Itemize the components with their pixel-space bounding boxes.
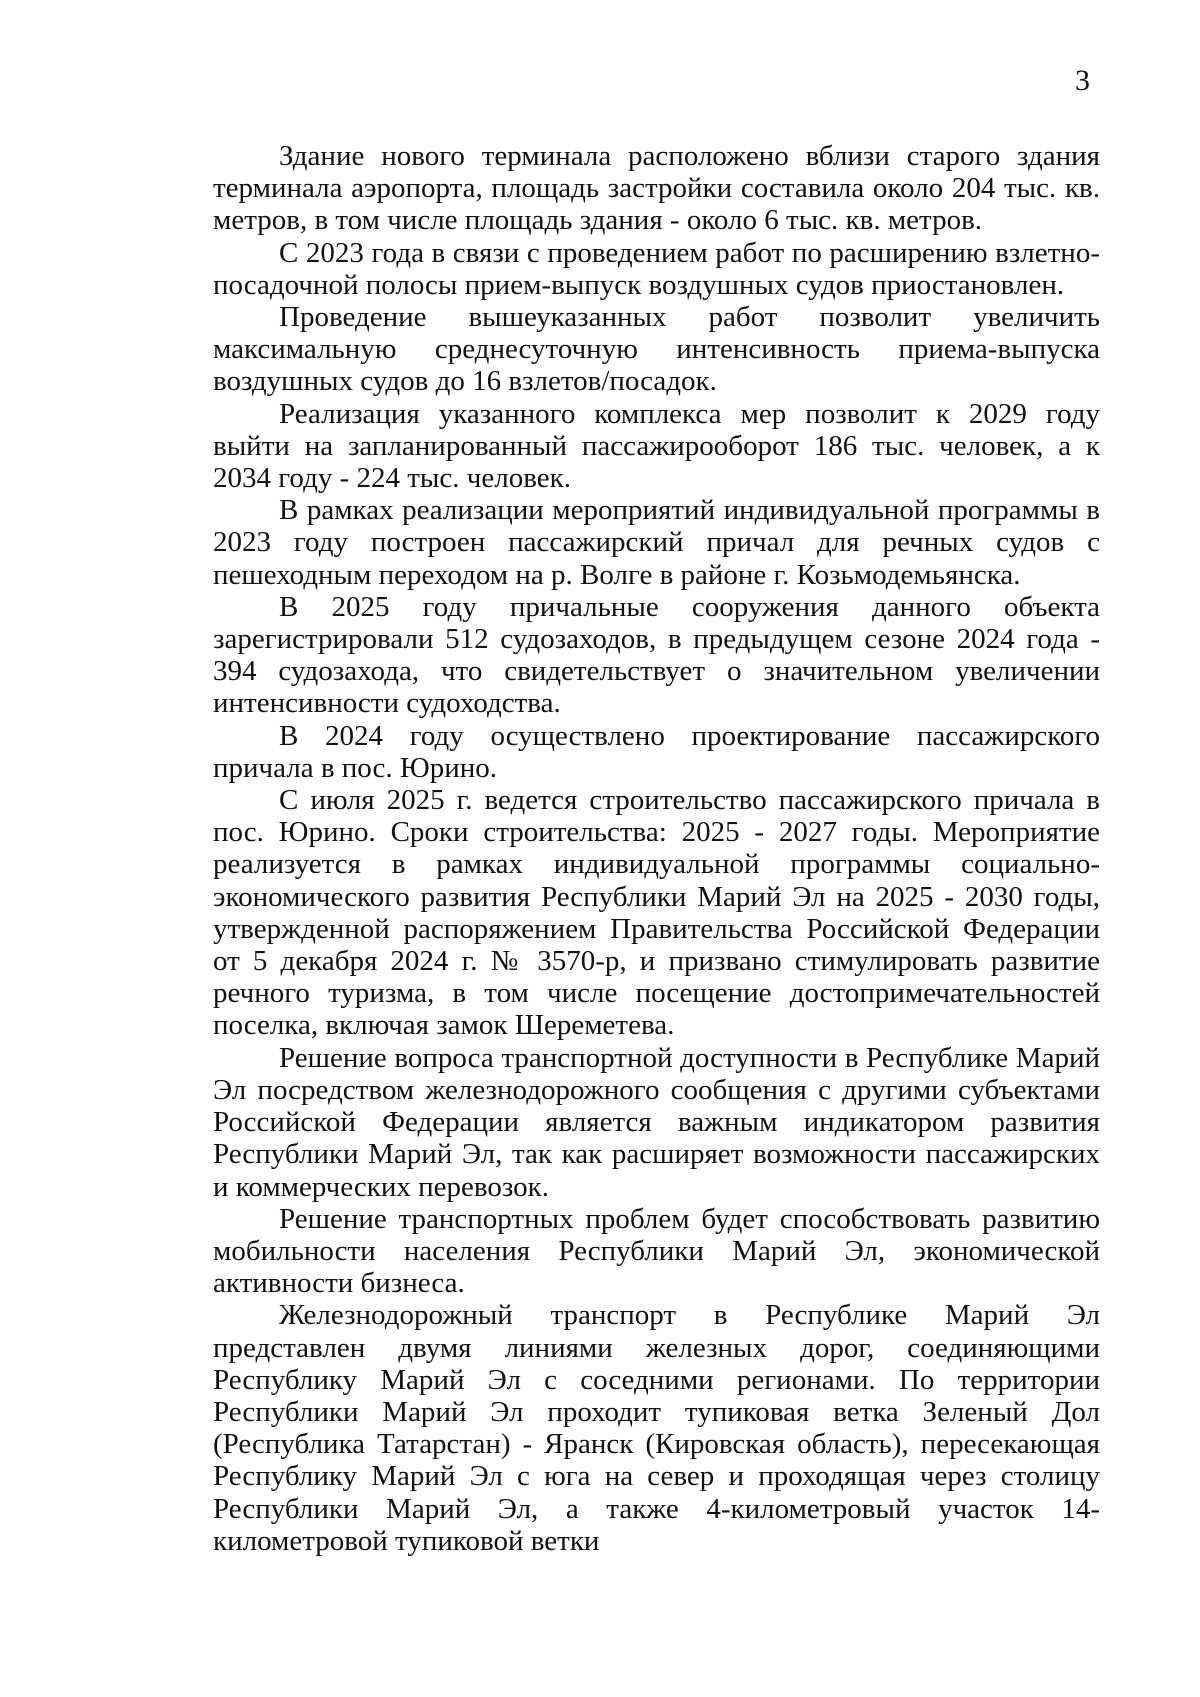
paragraph: Решение транспортных проблем будет способствовать развитию мобильности населения Республики Марий Эл, экономической активности бизнеса. [213, 1202, 1100, 1300]
document-body [213, 140, 1100, 1557]
paragraph: Здание нового терминала расположено вблизи старого здания терминала аэропорта, площадь застройки составила около 204 тыс. кв. метров, в том числе площадь здания - около 6 тыс. кв. метров. [213, 140, 1100, 237]
paragraph: Реализация указанного комплекса мер позволит к 2029 году выйти на запланированный пассажирооборот 186 тыс. человек, а к 2034 году - 224 тыс. человек. [213, 397, 1100, 495]
paragraph: В рамках реализации мероприятий индивидуальной программы в 2023 году построен пассажирский причал для речных судов с пешеходным переходом на р. Волге в районе г. Козьмодемьянска. [213, 494, 1100, 591]
paragraph: С 2023 года в связи с проведением работ по расширению взлетно-посадочной полосы прием-выпуск воздушных судов приостановлен. [213, 236, 1100, 301]
paragraph: Железнодорожный транспорт в Республике Марий Эл представлен двумя линиями железных дорог, соединяющими Республику Марий Эл с соседними регионами. По территории Республики Марий Эл проходит тупиковая ветка Зеленый Дол (Республика Татарстан) - Яранск (Кировская область), пересекающая Республику Марий Эл с юга на север и проходящая через столицу Республики Марий Эл, а также 4-километровый участок 14-километровой тупиковой ветки [213, 1299, 1100, 1557]
paragraph: Решение вопроса транспортной доступности в Республике Марий Эл посредством железнодорожного сообщения с другими субъектами Российской Федерации является важным индикатором развития Республики Марий Эл, так как расширяет возможности пассажирских и коммерческих перевозок. [213, 1041, 1100, 1203]
paragraph: Проведение вышеуказанных работ позволит увеличить максимальную среднесуточную интенсивность приема-выпуска воздушных судов до 16 взлетов/посадок. [213, 301, 1100, 398]
paragraph: В 2025 году причальные сооружения данного объекта зарегистрировали 512 судозаходов, в предыдущем сезоне 2024 года - 394 судозахода, что свидетельствует о значительном увеличении интенсивности судоходства. [213, 590, 1100, 720]
page-number: 3 [1075, 64, 1090, 97]
paragraph: В 2024 году осуществлено проектирование пассажирского причала в пос. Юрино. [213, 719, 1100, 784]
paragraph: С июля 2025 г. ведется строительство пассажирского причала в пос. Юрино. Сроки строительства: 2025 - 2027 годы. Мероприятие реализуется в рамках индивидуальной программы социально-экономического развития Республики Марий Эл на 2025 - 2030 годы, утвержденной распоряжением Правительства Российской Федерации от 5 декабря 2024 г. № 3570-р, и призвано стимулировать развитие речного туризма, в том числе посещение достопримечательностей поселка, включая замок Шереметева. [213, 784, 1100, 1042]
